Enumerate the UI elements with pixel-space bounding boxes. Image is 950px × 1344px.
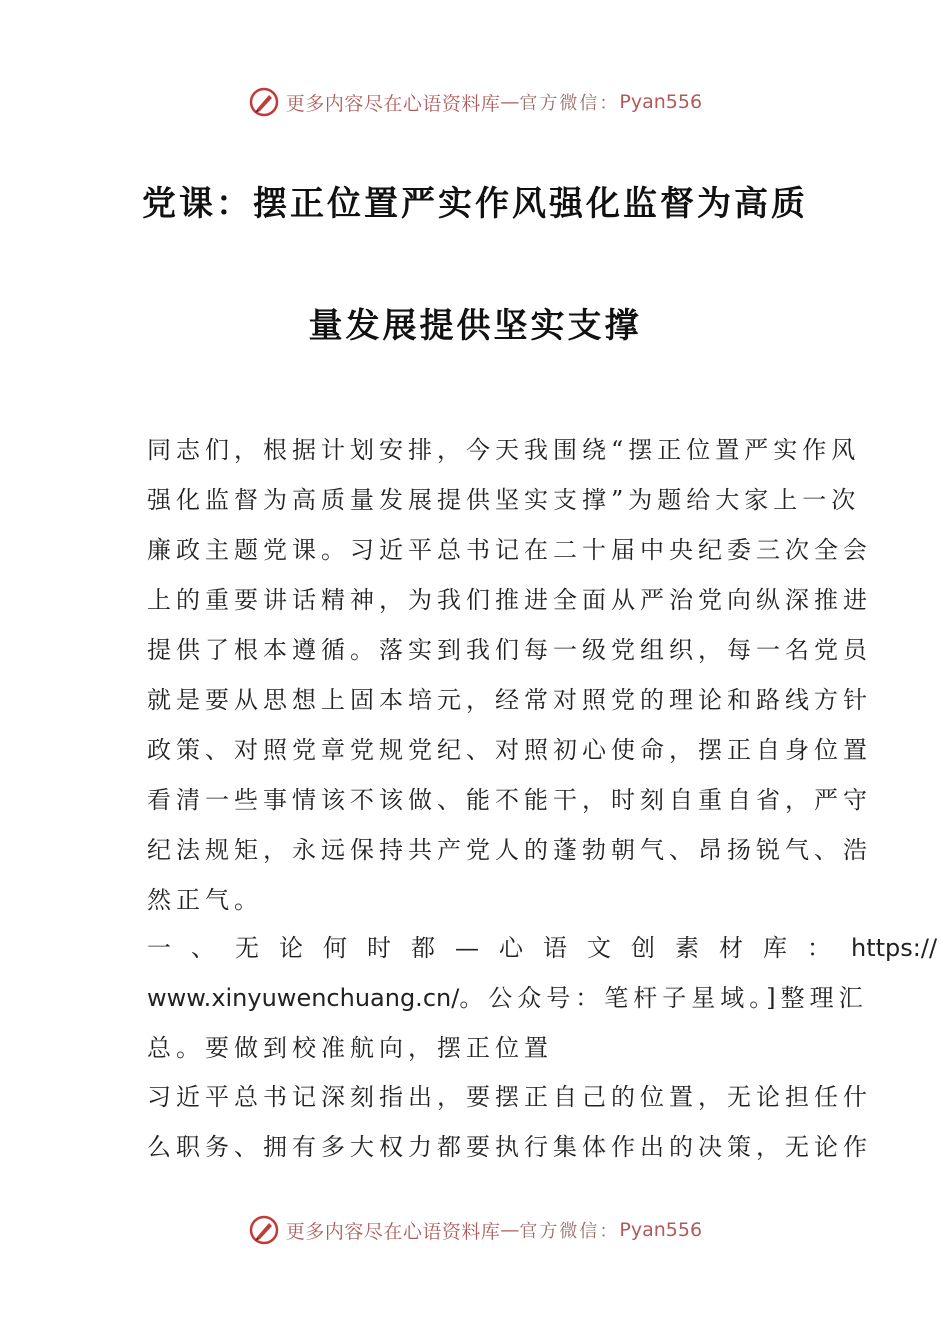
doc-title-line-2: 量发展提供坚实支撑 bbox=[308, 306, 642, 346]
paragraph-body bbox=[147, 1072, 872, 1172]
url-part-2: www.xinyuwenchuang.cn/ bbox=[147, 984, 460, 1012]
header-banner bbox=[0, 82, 950, 122]
banner-wechat-id: Pyan556 bbox=[619, 91, 703, 113]
text-line: 同志们，根据计划安排，今天我围绕“摆正位置严实作风 bbox=[147, 436, 861, 464]
section-tail: 。公众号：笔杆子星域。]整理汇 bbox=[459, 984, 868, 1012]
banner-text: 更多内容尽在心语资料库 bbox=[285, 92, 501, 115]
pen-logo-icon bbox=[248, 86, 280, 118]
banner-text: 更多内容尽在心语资料库 bbox=[285, 1220, 501, 1243]
banner-separator: — bbox=[500, 91, 520, 113]
text-line: 么职务、拥有多大权力都要执行集体作出的决策，无论作 bbox=[147, 1133, 872, 1161]
url-part-1: https:// bbox=[851, 934, 938, 962]
doc-title-line-1: 党课：摆正位置严实作风强化监督为高质 bbox=[142, 184, 808, 224]
text-line: 习近平总书记深刻指出，要摆正自己的位置，无论担任什 bbox=[147, 1083, 872, 1111]
text-line: 政策、对照党章党规党纪、对照初心使命，摆正自身位置 bbox=[147, 736, 872, 764]
text-line: 就是要从思想上固本培元，经常对照党的理论和路线方针 bbox=[147, 686, 872, 714]
pen-logo-icon bbox=[248, 1214, 280, 1246]
section-heading-1 bbox=[147, 923, 938, 1073]
text-line: 看清一些事情该不该做、能不能干，时刻自重自省，严守 bbox=[147, 786, 872, 814]
banner-prefix: 官方微信： bbox=[519, 93, 620, 114]
banner-separator: — bbox=[500, 1219, 520, 1241]
text-line: 上的重要讲话精神，为我们推进全面从严治党向纵深推进 bbox=[147, 586, 872, 614]
banner-wechat-id: Pyan556 bbox=[619, 1219, 703, 1241]
footer-banner bbox=[0, 1210, 950, 1250]
text-line: 强化监督为高质量发展提供坚实支撑”为题给大家上一次 bbox=[147, 486, 861, 514]
text-line: 提供了根本遵循。落实到我们每一级党组织，每一名党员 bbox=[147, 636, 872, 664]
text-line: 廉政主题党课。习近平总书记在二十届中央纪委三次全会 bbox=[147, 536, 872, 564]
text-line bbox=[147, 923, 938, 973]
paragraph-intro bbox=[147, 425, 872, 925]
section-lead: 一、无论何时都—心语文创素材库： bbox=[147, 934, 851, 962]
text-line: 然正气。 bbox=[147, 886, 263, 914]
banner-prefix: 官方微信： bbox=[519, 1221, 620, 1242]
text-line bbox=[147, 973, 868, 1023]
text-line: 总。要做到校准航向，摆正位置 bbox=[147, 1034, 553, 1062]
text-line: 纪法规矩，永远保持共产党人的蓬勃朝气、昂扬锐气、浩 bbox=[147, 836, 872, 864]
